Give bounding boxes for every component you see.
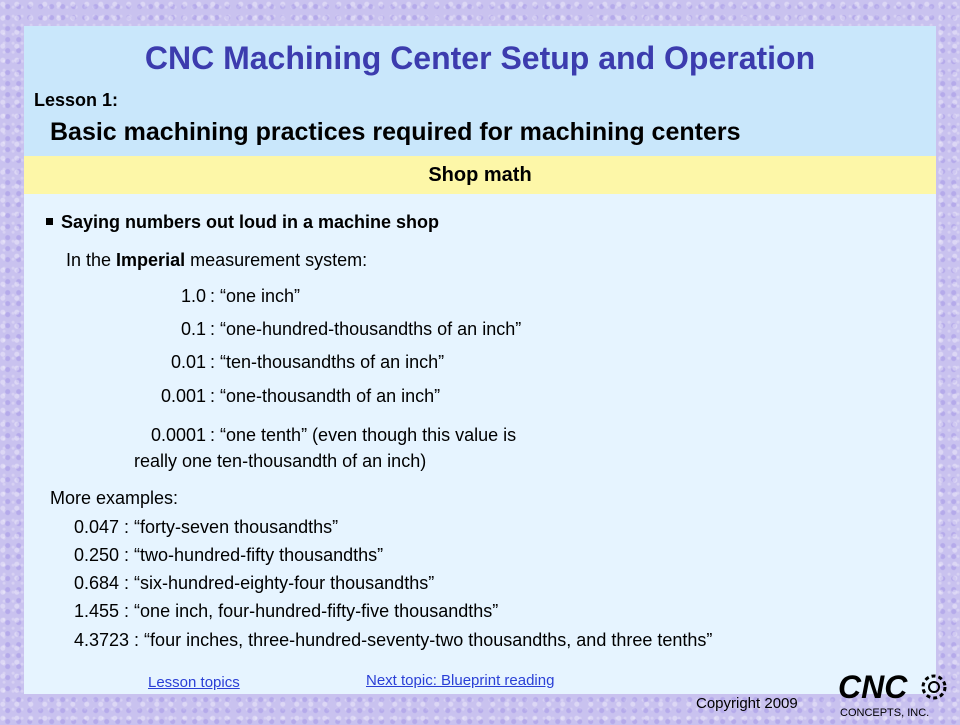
item-text: : “one-thousandth of an inch”	[210, 386, 441, 406]
item-value: 0.001	[160, 386, 206, 406]
slide	[24, 26, 936, 694]
slide-title: CNC Machining Center Setup and Operation	[144, 40, 816, 76]
next-topic-link[interactable]: Next topic: Blueprint reading	[366, 672, 555, 689]
section-heading: Shop math	[24, 156, 936, 194]
logo-graphic	[836, 670, 952, 720]
imperial-suffix: measurement system:	[185, 250, 368, 270]
imperial-bold: Imperial	[116, 250, 186, 270]
imperial-prefix: In the	[66, 250, 117, 270]
bullet-text: Saying numbers out loud in a machine shop	[61, 212, 440, 232]
lesson-topics-link[interactable]: Lesson topics	[148, 674, 240, 691]
item-value: 0.1	[180, 319, 206, 339]
item-value: 0.0001	[150, 425, 206, 445]
copyright: Copyright 2009	[696, 695, 798, 712]
item-value: 0.01	[170, 352, 206, 372]
example-line: 0.250 : “two-hundred-fifty thousandths”	[74, 545, 384, 565]
example-line: 0.047 : “forty-seven thousandths”	[74, 517, 339, 537]
header-band	[24, 26, 936, 156]
more-examples-heading: More examples:	[50, 488, 179, 508]
lesson-subtitle: Basic machining practices required for machining centers	[50, 118, 741, 146]
logo-text: CNC	[838, 670, 908, 705]
item-text: : “one-hundred-thousandths of an inch”	[210, 319, 522, 339]
logo-subtext: CONCEPTS, INC.	[840, 707, 930, 719]
lesson-label: Lesson 1:	[34, 90, 119, 110]
example-line: 4.3723 : “four inches, three-hundred-seventy-two thousandths, and three tenths”	[74, 630, 713, 650]
item-continuation: really one ten-thousandth of an inch)	[134, 451, 427, 471]
item-text: : “ten-thousandths of an inch”	[210, 352, 445, 372]
item-value: 1.0	[180, 286, 206, 306]
imperial-intro	[66, 250, 367, 271]
gear-icon	[923, 676, 945, 698]
item-text: : “one inch”	[210, 286, 301, 306]
item-text: : “one tenth” (even though this value is	[210, 425, 517, 445]
example-line: 1.455 : “one inch, four-hundred-fifty-five thousandths”	[74, 601, 499, 621]
bullet-icon	[46, 218, 53, 225]
example-line: 0.684 : “six-hundred-eighty-four thousandths”	[74, 573, 435, 593]
bullet-item	[46, 212, 439, 233]
cnc-concepts-logo	[836, 670, 952, 720]
